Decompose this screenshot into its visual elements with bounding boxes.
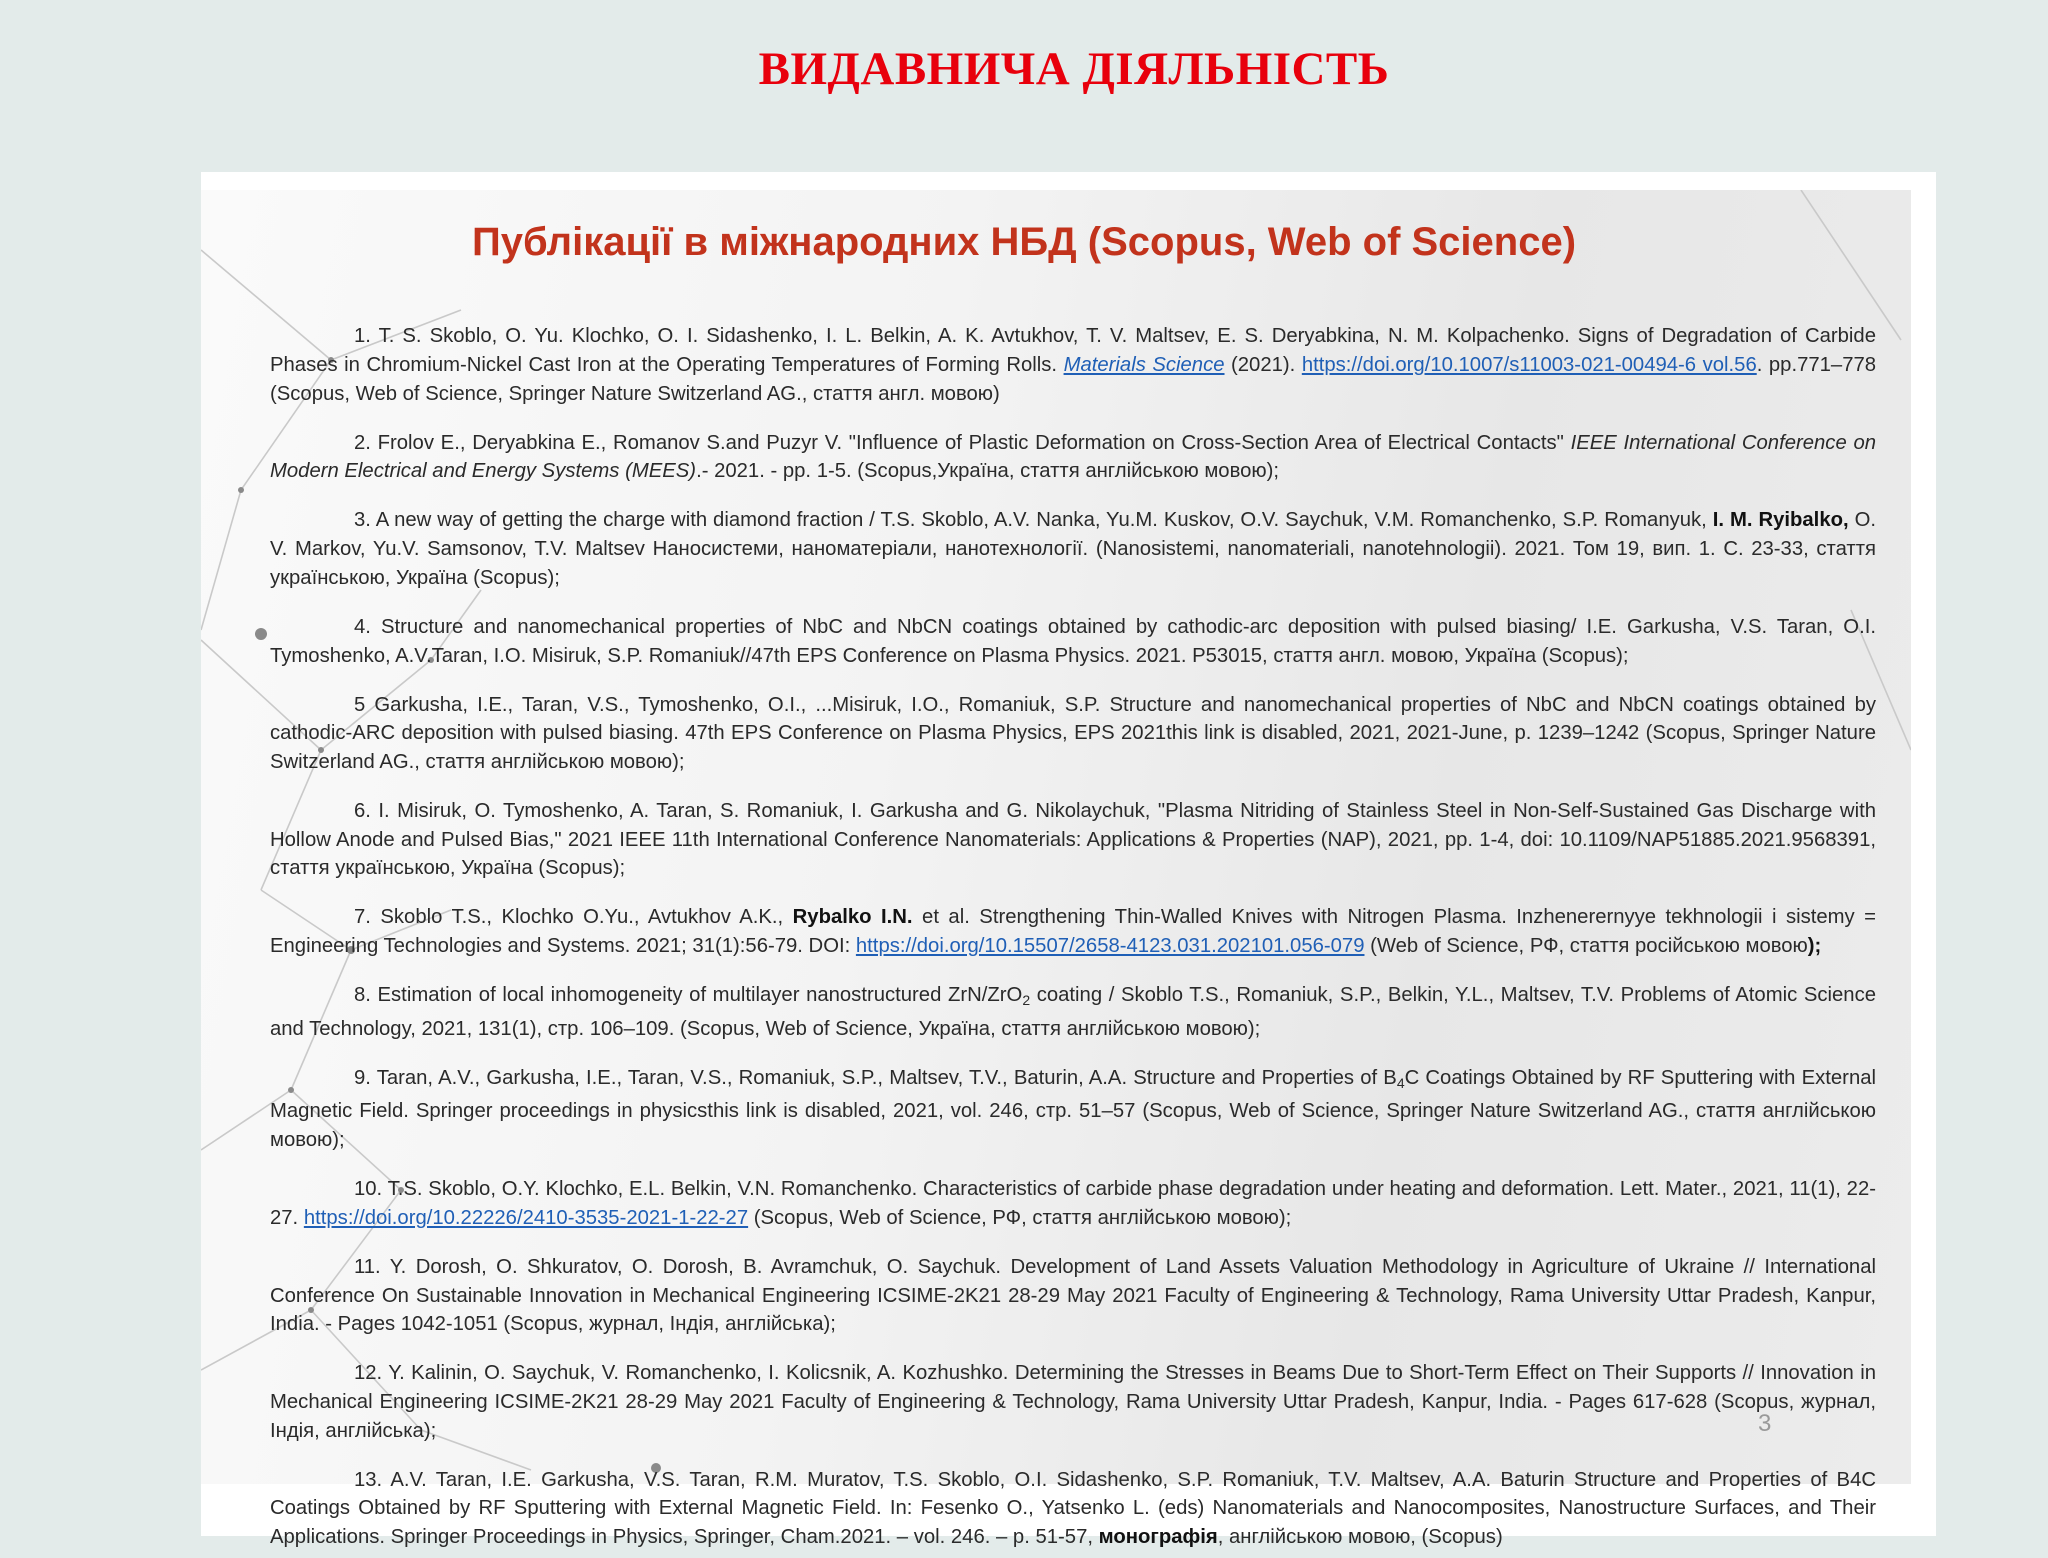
ref-text: 2. Frolov E., Deryabkina E., Romanov S.and Puzyr V. "Influence of Plastic Deformation on Cross-Section Area of Electrical Contacts" <box>354 431 1571 454</box>
ref-text: 1. T. S. Skoblo, O. Yu. Klochko, O. I. Sidashenko, I. L. Belkin, A. K. Avtukhov, T. V. Maltsev, E. S. Deryabkina, N. M. Kolpachenko. Signs of Degradation of Carbide Phases in Chromium-Nickel Cast Iron at the Operating Temperatures of Forming Rolls. <box>270 325 1876 376</box>
ref-bold-type: монографія <box>1098 1526 1218 1549</box>
reference-item-6 <box>270 797 1876 883</box>
page-number: 3 <box>1758 1410 1772 1437</box>
ref-text: (Web of Science, РФ, стаття російською мовою <box>1364 935 1808 958</box>
ref-text: (2021). <box>1224 354 1302 376</box>
ref-text: O. V. Markov, Yu.V. Samsonov, T.V. Maltsev Наносистеми, наноматеріали, нанотехнології. (Nanosistemi, nanomateriali, nanotehnologii). 2021. Том 19, вип. 1. С. 23-33, стаття українською, Україна (Scopus); <box>270 509 1876 589</box>
reference-list <box>270 302 1876 1558</box>
reference-item-10 <box>270 1175 1876 1232</box>
ref-bold-author: I. M. Ryibalko, <box>1712 509 1849 532</box>
reference-item-2 <box>270 429 1876 486</box>
ref-text-bold: ); <box>1807 935 1822 958</box>
ref-text: 11. Y. Dorosh, O. Shkuratov, O. Dorosh, B. Avramchuk, O. Saychuk. Development of Land Assets Valuation Methodology in Agriculture of Ukraine // International Conference On Sustainable Innovation in Mechanical Engineering ICSIME-2K21 28-29 May 2021 Faculty of Engineering & Technology, Rama University Uttar Pradesh, Kanpur, India. - Pages 1042-1051 (Scopus, журнал, Індія, англійська); <box>270 1255 1876 1336</box>
reference-item-7 <box>270 903 1876 960</box>
ref-text: . pp.771–778 (Scopus, Web of Science, Springer Nature Switzerland AG., стаття англ. мовою) <box>270 354 1877 405</box>
ref-text: .- 2021. - pp. 1-5. (Scopus,Україна, стаття англійською мовою); <box>696 460 1280 483</box>
ref-text: 12. Y. Kalinin, O. Saychuk, V. Romanchenko, I. Kolicsnik, A. Kozhushko. Determining the Stresses in Beams Due to Short-Term Effect on Their Supports // Innovation in Mechanical Engineering ICSIME-2K21 28-29 May 2021 Faculty of Engineering & Technology, Rama University Uttar Pradesh, Kanpur, India. - Pages 617-628 (Scopus, журнал, Індія, англійська); <box>270 1362 1876 1442</box>
journal-link[interactable]: Materials Science <box>1063 354 1225 376</box>
reference-item-3 <box>270 506 1876 592</box>
ref-venue: IEEE International Conference on Modern Electrical and Energy Systems (MEES) <box>270 431 1876 483</box>
reference-item-8 <box>270 981 1876 1043</box>
ref-text: 7. Skoblo T.S., Klochko O.Yu., Avtukhov A.K., <box>354 906 793 929</box>
ref-text: 8. Estimation of local inhomogeneity of multilayer nanostructured ZrN/ZrO <box>354 984 1023 1007</box>
ref-bold-author: Rybalko I.N. <box>792 906 913 929</box>
reference-item-12 <box>270 1359 1876 1445</box>
doi-link[interactable]: https://doi.org/10.15507/2658-4123.031.202101.056-079 <box>855 935 1365 958</box>
reference-item-11 <box>270 1253 1876 1339</box>
doi-link[interactable]: https://doi.org/10.22226/2410-3535-2021-1-22-27 <box>303 1206 749 1229</box>
ref-text: coating / Skoblo T.S., Romaniuk, S.P., Belkin, Y.L., Maltsev, T.V. Problems of Atomic Science and Technology, 2021, 131(1), стр. 106–109. (Scopus, Web of Science, Україна, стаття англійською мовою); <box>270 984 1877 1040</box>
ref-text: 3. A new way of getting the charge with diamond fraction / T.S. Skoblo, A.V. Nanka, Yu.M. Kuskov, O.V. Saychuk, V.M. Romanchenko, S.P. Romanyuk, <box>354 509 1713 532</box>
ref-text: 4. Structure and nanomechanical properties of NbC and NbCN coatings obtained by cathodic-arc deposition with pulsed biasing/ I.E. Garkusha, V.S. Taran, O.I. Tymoshenko, A.V.Taran, I.O. Misiruk, S.P. Romaniuk//47th EPS Conference on Plasma Physics. 2021. P53015, стаття англ. мовою, Україна (Scopus); <box>270 615 1876 667</box>
ref-text: 9. Taran, A.V., Garkusha, I.E., Taran, V.S., Romaniuk, S.P., Maltsev, T.V., Baturin, A.A. Structure and Properties of B <box>354 1066 1397 1089</box>
ref-text: C Coatings Obtained by RF Sputtering with External Magnetic Field. Springer proceedings in physicsthis link is disabled, 2021, vol. 246, стр. 51–57 (Scopus, Web of Science, Springer Nature Switzerland AG., стаття англійською мовою); <box>270 1066 1877 1152</box>
doi-link[interactable]: https://doi.org/10.1007/s11003-021-00494-6 vol.56 <box>1301 354 1757 376</box>
ref-text: , англійською мовою, (Scopus) <box>1217 1526 1503 1549</box>
reference-item-9 <box>270 1064 1876 1155</box>
ref-text: (Scopus, Web of Science, РФ, стаття англійською мовою); <box>748 1206 1292 1229</box>
ref-text: 10. T.S. Skoblo, O.Y. Klochko, E.L. Belkin, V.N. Romanchenko. Characteristics of carbide phase degradation under heating and deformation. Lett. Mater., 2021, 11(1), 22-27. <box>270 1178 1876 1229</box>
subscript: 2 <box>1022 992 1031 1009</box>
reference-item-4 <box>270 613 1876 670</box>
reference-item-13 <box>270 1466 1876 1552</box>
reference-item-5 <box>270 691 1876 777</box>
ref-text: et al. Strengthening Thin-Walled Knives with Nitrogen Plasma. Inzhenerernyye tekhnologii i sistemy = Engineering Technologies and Systems. 2021; 31(1):56-79. DOI: <box>270 906 1876 958</box>
ref-text: 6. I. Misiruk, O. Tymoshenko, A. Taran, S. Romaniuk, I. Garkusha and G. Nikolaychuk, "Plasma Nitriding of Stainless Steel in Non-Self-Sustained Gas Discharge with Hollow Anode and Pulsed Bias," 2021 IEEE 11th International Conference Nanomaterials: Applications & Properties (NAP), 2021, pp. 1-4, doi: 10.1109/NAP51885.2021.9568391, стаття українською, Україна (Scopus); <box>270 799 1876 880</box>
subscript: 4 <box>1396 1074 1405 1091</box>
ref-text: 13. A.V. Taran, I.E. Garkusha, V.S. Taran, R.M. Muratov, T.S. Skoblo, O.I. Sidashenko, S.P. Romaniuk, T.V. Maltsev, A.A. Baturin Structure and Properties of B4C Coatings Obtained by RF Sputtering with External Magnetic Field. In: Fesenko O., Yatsenko L. (eds) Nanomaterials and Nanocomposites, Nanostructure Surfaces, and Their Applications. Springer Proceedings in Physics, Springer, Cham.2021. – vol. 246. – p. 51-57, <box>270 1468 1876 1549</box>
reference-item-1 <box>270 322 1876 408</box>
slide-title: ВИДАВНИЧА ДІЯЛЬНІСТЬ <box>758 43 1390 95</box>
card-title: Публікації в міжнародних НБД (Scopus, Web of Science) <box>471 220 1577 264</box>
ref-text: 5 Garkusha, I.E., Taran, V.S., Tymoshenko, O.I., ...Misiruk, I.O., Romaniuk, S.P. Structure and nanomechanical properties of NbC and NbCN coatings obtained by cathodic-ARC deposition with pulsed biasing. 47th EPS Conference on Plasma Physics, EPS 2021this link is disabled, 2021, 2021-June, p. 1239–1242 (Scopus, Springer Nature Switzerland AG., стаття англійською мовою); <box>270 693 1876 773</box>
